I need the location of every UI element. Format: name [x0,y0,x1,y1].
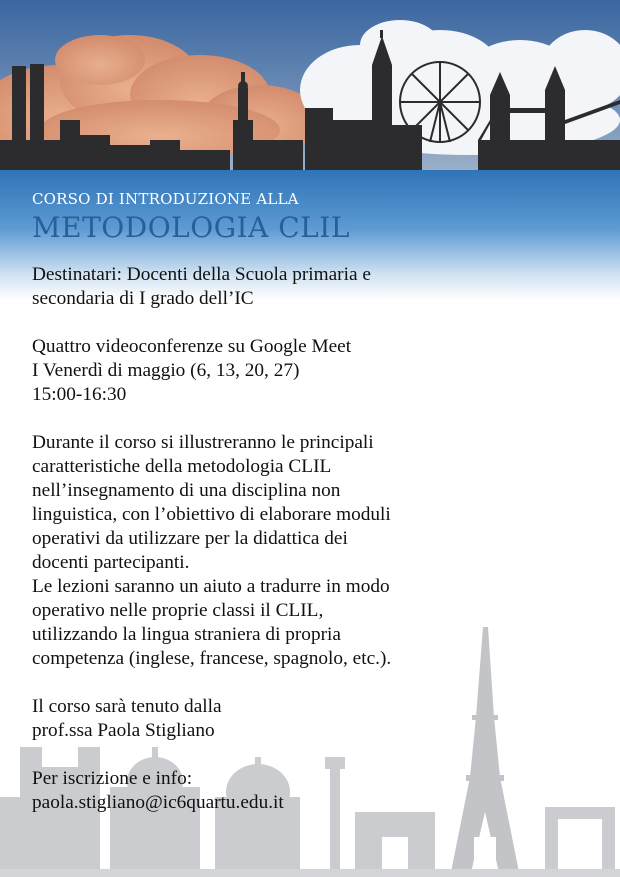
description-line: caratteristiche della metodologia CLIL [32,456,332,477]
audience-line-1: Destinatari: Docenti della Scuola primaria e [32,264,371,285]
course-details [32,263,592,815]
description-line: Le lezioni saranno un aiuto a tradurre in modo [32,576,390,597]
contact-email[interactable]: paola.stigliano@ic6quartu.edu.it [32,792,284,813]
course-kicker: CORSO DI INTRODUZIONE ALLA [32,190,299,208]
description-line: nell’insegnamento di una disciplina non [32,480,341,501]
description-line: operativi da utilizzare per la didattica dei [32,528,348,549]
description-line: utilizzando la lingua straniera di propria [32,624,341,645]
schedule-line-2: I Venerdì di maggio (6, 13, 20, 27) [32,360,300,381]
ferris-wheel-silhouette [400,62,480,142]
course-heading [32,190,350,244]
contact-label: Per iscrizione e info: [32,768,193,789]
description-line: competenza (inglese, francese, spagnolo, etc.). [32,648,392,669]
description-line: linguistica, con l’obiettivo di elaborare moduli [32,504,391,525]
teacher-line-1: Il corso sarà tenuto dalla [32,696,222,717]
schedule-line-1: Quattro videoconferenze su Google Meet [32,336,352,357]
top-skyline-illustration [0,0,620,300]
teacher-line-2: prof.ssa Paola Stigliano [32,720,215,741]
course-title: METODOLOGIA CLIL [32,211,350,244]
description-line: Durante il corso si illustreranno le principali [32,432,374,453]
audience-line-2: secondaria di I grado dell’IC [32,288,254,309]
header-banner [0,0,620,300]
schedule-line-3: 15:00-16:30 [32,384,127,405]
description-line: docenti partecipanti. [32,552,190,573]
description-line: operativo nelle proprie classi il CLIL, [32,600,324,621]
